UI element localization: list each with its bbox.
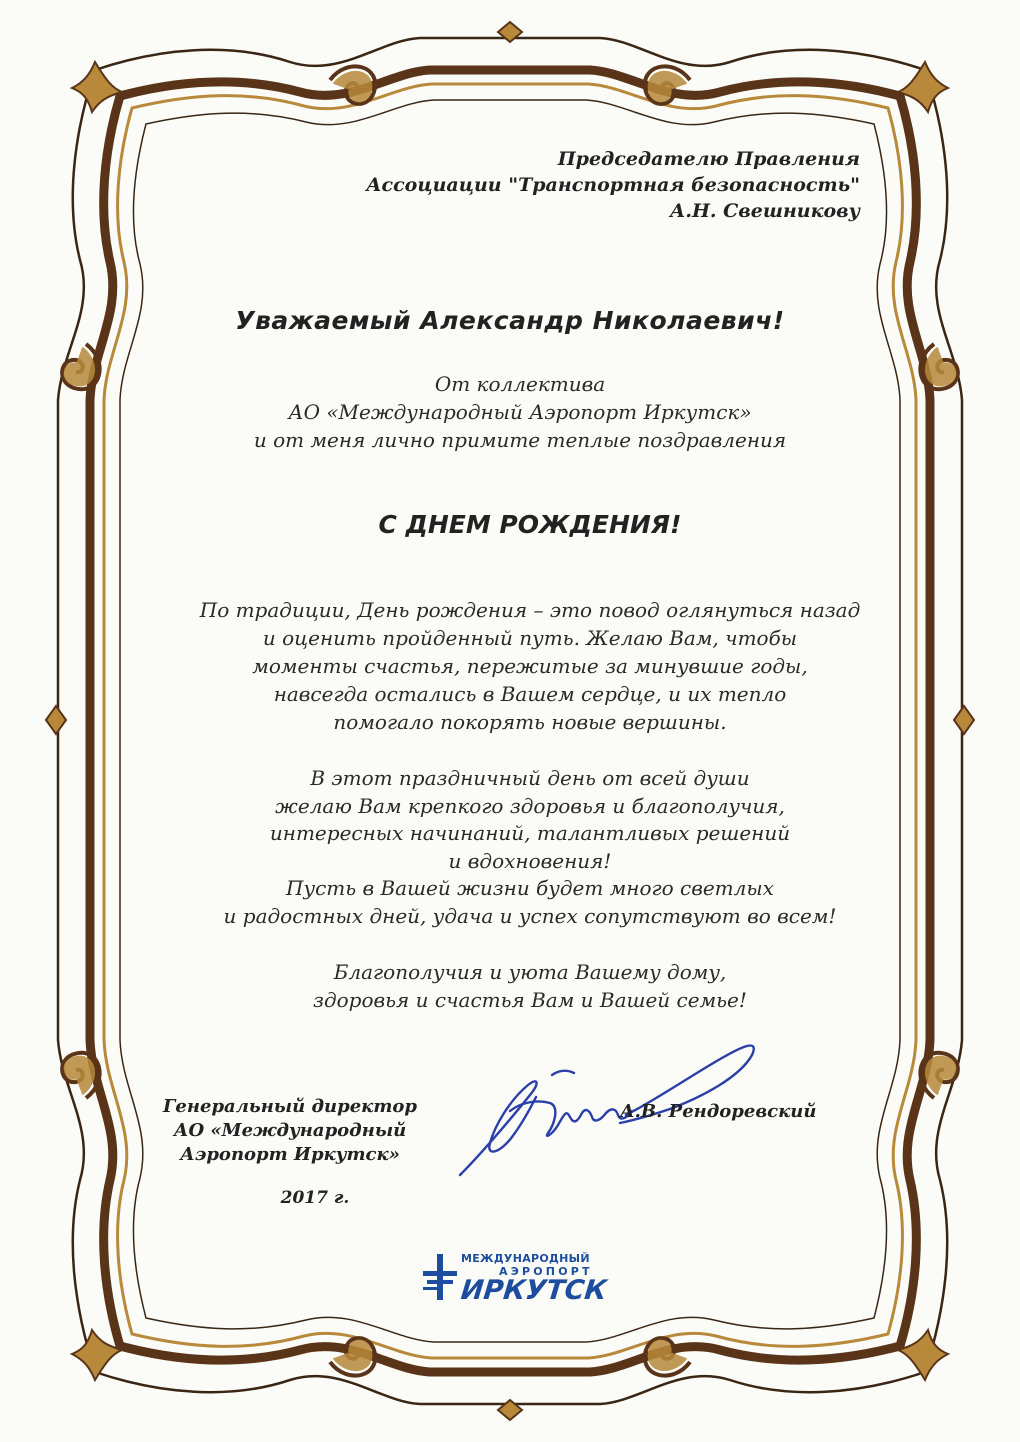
- addressee-block: [300, 146, 860, 224]
- headline: С ДНЕМ РОЖДЕНИЯ!: [378, 510, 682, 539]
- paragraph-line: Пусть в Вашей жизни будет много светлых: [286, 876, 774, 900]
- logo-text: АЭРОПОРТ: [499, 1265, 593, 1278]
- paragraph-3: [150, 958, 910, 1014]
- paragraph-line: навсегда остались в Вашем сердце, и их тепло: [273, 682, 787, 706]
- logo-text: ИРКУТСК: [459, 1275, 609, 1306]
- paragraph-line: и оценить пройденный путь. Желаю Вам, чтобы: [262, 626, 798, 650]
- logo-text: МЕЖДУНАРОДНЫЙ: [461, 1252, 590, 1265]
- addressee-line: А.Н. Свешникову: [669, 200, 860, 222]
- signatory-name: А.В. Рендоревский: [620, 1101, 817, 1122]
- signatory-title-line: АО «Международный: [173, 1120, 407, 1141]
- paragraph-line: желаю Вам крепкого здоровья и благополучия,: [275, 793, 785, 818]
- intro-line: АО «Международный Аэропорт Иркутск»: [288, 400, 752, 424]
- paragraph-line: В этот праздничный день от всей души: [310, 766, 750, 790]
- paragraph-line: интересных начинаний, талантливых решений: [269, 821, 791, 845]
- intro-line: От коллектива: [434, 372, 606, 396]
- paragraph-line: моменты счастья, пережитые за минувшие годы,: [252, 654, 808, 678]
- letter-year: 2017 г.: [280, 1188, 350, 1208]
- paragraph-line: помогало покорять новые вершины.: [333, 710, 727, 734]
- signatory-title: [140, 1095, 440, 1167]
- paragraph-2: [150, 765, 910, 930]
- paragraph-1: [150, 596, 910, 736]
- paragraph-line: По традиции, День рождения – это повод оглянуться назад: [199, 598, 861, 622]
- addressee-line: Председателю Правления: [557, 148, 860, 170]
- airport-logo: [415, 1248, 615, 1310]
- signatory-title-line: Аэропорт Иркутск»: [180, 1144, 400, 1165]
- paragraph-line: Благополучия и уюта Вашему дому,: [333, 960, 727, 984]
- paragraph-line: и вдохновения!: [448, 848, 612, 873]
- salutation: Уважаемый Александр Николаевич!: [235, 306, 785, 335]
- signatory-title-line: Генеральный директор: [162, 1096, 417, 1117]
- paragraph-line: и радостных дней, удача и успех сопутствуют во всем!: [223, 903, 837, 928]
- intro-line: и от меня лично примите теплые поздравления: [253, 428, 787, 452]
- addressee-line: Ассоциации "Транспортная безопасность": [366, 174, 860, 196]
- intro-block: [160, 370, 880, 454]
- paragraph-line: здоровья и счастья Вам и Вашей семье!: [313, 988, 747, 1012]
- airplane-icon: [423, 1254, 457, 1300]
